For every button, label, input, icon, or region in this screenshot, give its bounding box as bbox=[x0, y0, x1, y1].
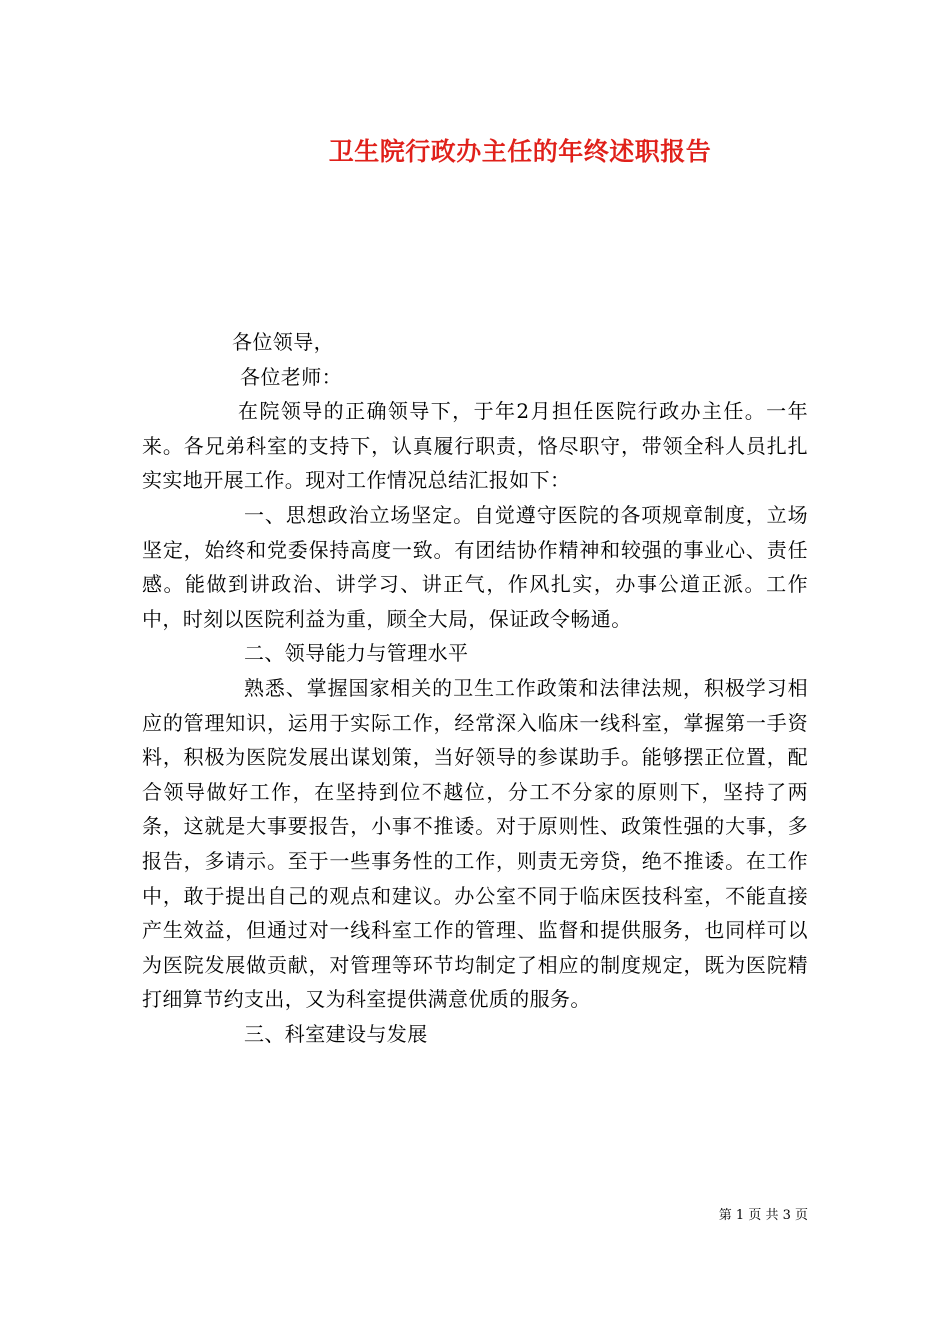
document-body bbox=[142, 325, 808, 1051]
document-title: 卫生院行政办主任的年终述职报告 bbox=[328, 137, 712, 166]
paragraph-section-1: 一、思想政治立场坚定。自觉遵守医院的各项规章制度，立场坚定，始终和党委保持高度一致。有团结协作精神和较强的事业心、责任感。能做到讲政治、讲学习、讲正气，作风扎实，办事公道正派。工作中，时刻以医院利益为重，顾全大局，保证政令畅通。 bbox=[142, 502, 808, 631]
paragraph-intro: 在院领导的正确领导下，于年2月担任医院行政办主任。一年来。各兄弟科室的支持下，认真履行职责，恪尽职守，带领全科人员扎扎实实地开展工作。现对工作情况总结汇报如下： bbox=[142, 399, 808, 493]
paragraph-section-2: 熟悉、掌握国家相关的卫生工作政策和法律法规，积极学习相应的管理知识，运用于实际工作，经常深入临床一线科室，掌握第一手资料，积极为医院发展出谋划策，当好领导的参谋助手。能够摆正位置，配合领导做好工作，在坚持到位不越位，分工不分家的原则下，坚持了两条，这就是大事要报告，小事不推诿。对于原则性、政策性强的大事，多报告，多请示。至于一些事务性的工作，则责无旁贷，绝不推诿。在工作中，敢于提出自己的观点和建议。办公室不同于临床医技科室，不能直接产生效益，但通过对一线科室工作的管理、监督和提供服务，也同样可以为医院发展做贡献，对管理等环节均制定了相应的制度规定，既为医院精打细算节约支出，又为科室提供满意优质的服务。 bbox=[142, 675, 808, 1012]
heading-section-2: 二、领导能力与管理水平 bbox=[244, 641, 469, 666]
greeting-leaders: 各位领导， bbox=[232, 330, 334, 354]
page-number: 第 1 页 共 3 页 bbox=[718, 1208, 808, 1223]
heading-section-3: 三、科室建设与发展 bbox=[244, 1021, 428, 1046]
greeting-teachers: 各位老师： bbox=[240, 364, 342, 389]
